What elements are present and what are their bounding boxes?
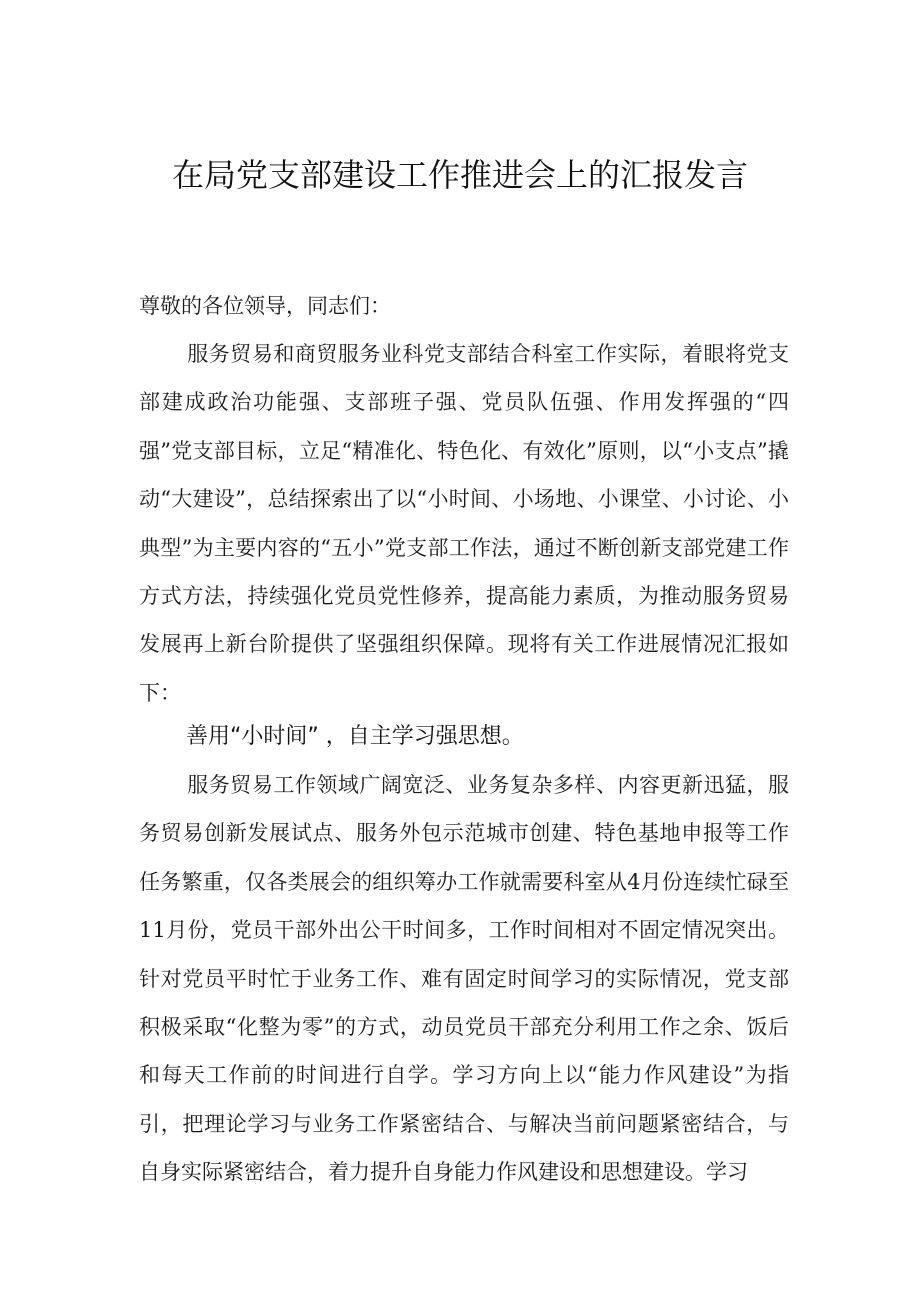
salutation: 尊敬的各位领导，同志们： (139, 294, 391, 318)
section-heading: 善用“小时间” ，自主学习强思想。 (186, 724, 524, 749)
paragraph-intro: 服务贸易和商贸服务业科党支部结合科室工作实际，着眼将党支部建成政治功能强、支部班子强、党员队伍强、作用发挥强的“四强”党支部目标，立足“精准化、特色化、有效化”原则，以“小支点”撬动“大建设”，总结探索出了以“小时间、小场地、小课堂、小讨论、小典型”为主要内容的“五小”党支部工作法，通过不断创新支部党建工作方式方法，持续强化党员党性修养，提高能力素质，为推动服务贸易发展再上新台阶提供了坚强组织保障。现将有关工作进展情况汇报如下： (139, 342, 789, 705)
document-title: 在局党支部建设工作推进会上的汇报发言 (171, 156, 748, 194)
paragraph-section-1: 服务贸易工作领域广阔宽泛、业务复杂多样、内容更新迅猛，服务贸易创新发展试点、服务外包示范城市创建、特色基地申报等工作任务繁重，仅各类展会的组织筹办工作就需要科室从4月份连续忙碌至11月份，党员干部外出公干时间多，工作时间相对不固定情况突出。针对党员平时忙于业务工作、难有固定时间学习的实际情况，党支部积极采取“化整为零”的方式，动员党员干部充分利用工作之余、饭后和每天工作前的时间进行自学。学习方向上以“能力作风建设”为指引，把理论学习与业务工作紧密结合、与解决当前问题紧密结合，与自身实际紧密结合，着力提升自身能力作风建设和思想建设。学习 (139, 773, 789, 1185)
